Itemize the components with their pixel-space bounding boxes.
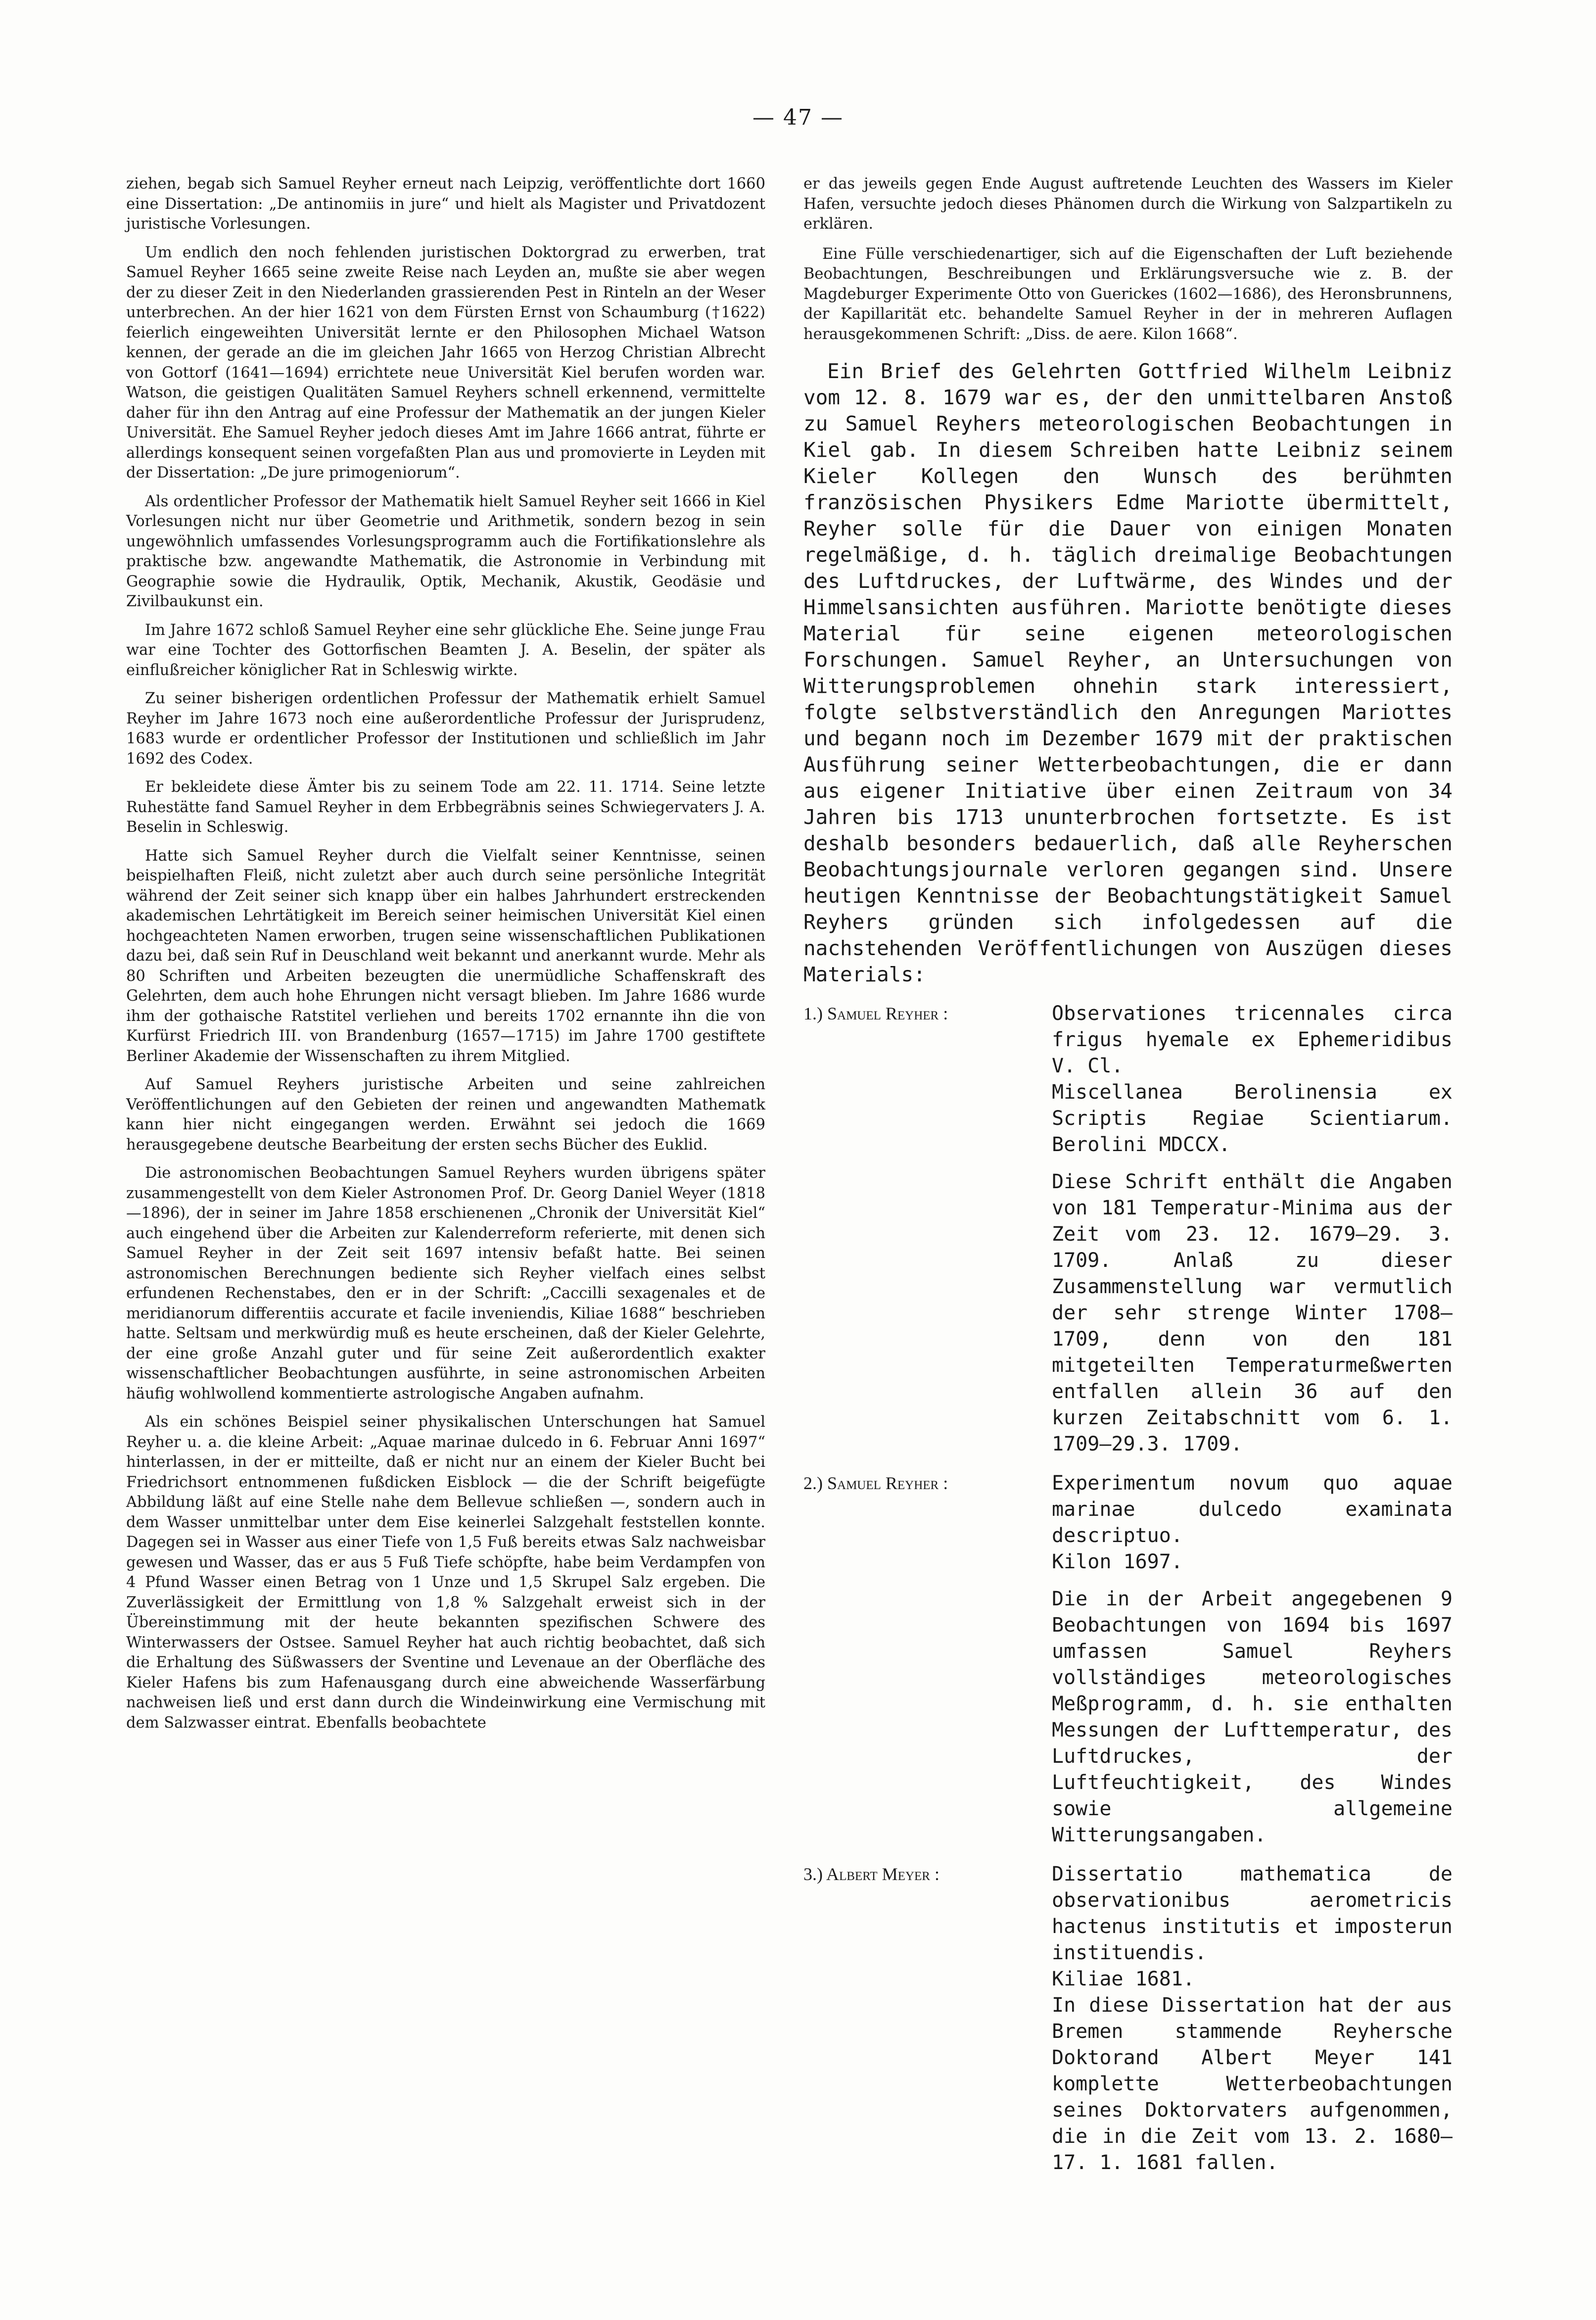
main-paragraph: Ein Brief des Gelehrten Gottfried Wilhelm Leibniz vom 12. 8. 1679 war es, der den unmittelbaren Anstoß zu Samuel Reyhers meteorologischen Beobachtungen in Kiel gab. In diesem Schreiben hatte Leibniz seinem Kieler Kollegen den Wunsch des berühmten französischen Physikers Edme Mariotte übermittelt, Reyher solle für die Dauer von einigen Monaten regelmäßige, d. h. täglich dreimalige Beobachtungen des Luftdruckes, der Luftwärme, des Windes und der Himmelsansichten ausführen. Mariotte benötigte dieses Material für seine eigenen meteorologischen Forschungen. Samuel Reyher, an Untersuchungen von Witterungsproblemen ohnehin stark interessiert, folgte selbstverständlich den Anregungen Mariottes und begann noch im Dezember 1679 mit der praktischen Ausführung seiner Wetterbeobachtungen, die er dann aus eigener Initiative über einen Zeitraum von 34 Jahren bis 1713 ununterbrochen fortsetzte. Es ist deshalb besonders bedauerlich, daß alle Reyherschen Beobachtungsjournale verloren gegangen sind. Unsere heutigen Kenntnisse der Beobachtungstätigkeit Samuel Reyhers gründen sich infolgedessen auf die nachstehenden Veröffentlichungen von Auszügen dieses Materials: [803, 359, 1453, 986]
page-number: — 47 — [752, 105, 844, 130]
left-paragraph: Er bekleidete diese Ämter bis zu seinem Tode am 22. 11. 1714. Seine letzte Ruhestätte fand Samuel Reyher in dem Erbbegräbnis seines Schwiegervaters J. A. Beselin in Schleswig. [126, 778, 765, 836]
reference-label: 2.) Samuel Reyher : [803, 1473, 948, 1493]
right-paragraph-small: er das jeweils gegen Ende August auftretende Leuchten des Wassers im Kieler Hafen, versuchte jedoch dieses Phänomen durch die Wirkung von Salzpartikeln zu erklären. [803, 175, 1453, 233]
reference-title: Observationes tricennales circa frigus hyemale ex Ephemeridibus V. Cl. [1052, 1002, 1453, 1077]
left-paragraph: Die astronomischen Beobachtungen Samuel Reyhers wurden übrigens später zusammengestellt von dem Kieler Astronomen Prof. Dr. Georg Daniel Weyer (1818—1896), der in seiner im Jahre 1858 erschienenen „Chronik der Universität Kiel“ auch eingehend über die Arbeiten zur Kalenderreform referierte, mit denen sich Samuel Reyher in der Zeit seit 1697 intensiv befaßt hatte. Bei seinen astronomischen Berechnungen bediente sich Reyher vielfach eines selbst erfundenen Rechenstabes, den er in der Schrift: „Caccilli sexagenales et de meridianorum differentiis accurate et facile inveniendis, Kiliae 1688“ beschrieben hatte. Seltsam und merkwürdig muß es heute erscheinen, daß der Kieler Gelehrte, der eine große Anzahl guter und für seine Zeit außerordentlich exakter wissenschaftlicher Beobachtungen ausführte, in seine astronomischen Arbeiten häufig wohlwollend kommentierte astrologische Angaben aufnahm. [126, 1164, 765, 1402]
left-paragraph: Um endlich den noch fehlenden juristischen Doktorgrad zu erwerben, trat Samuel Reyher 1665 seine zweite Reise nach Leyden an, mußte sie aber wegen der zu dieser Zeit in den Niederlanden grassierenden Pest in Rinteln an der Weser unterbrechen. An der hier 1621 von dem Fürsten Ernst von Schaumburg (†1622) feierlich eingeweihten Universität lernte er den Philosophen Michael Watson kennen, der gerade an die im gleichen Jahr 1665 von Herzog Christian Albrecht von Gottorf (1641—1694) errichtete neue Universität Kiel berufen worden war. Watson, die geistigen Qualitäten Samuel Reyhers schnell erkennend, vermittelte daher für ihn den Antrag auf eine Professur der Mathematik an der jungen Kieler Universität. Ehe Samuel Reyher jedoch dieses Amt im Jahre 1666 antrat, führte er allerdings konsequent seinen vorgefaßten Plan aus und promovierte in Leyden mit der Dissertation: „De jure primogeniorum“. [126, 243, 765, 482]
reference-body [1052, 1001, 1453, 1457]
reference-list [803, 1001, 1453, 2176]
left-paragraph: ziehen, begab sich Samuel Reyher erneut nach Leipzig, veröffentlichte dort 1660 eine Dissertation: „De antinomiis in jure“ und hielt als Magister und Privatdozent juristische Vorlesungen. [126, 175, 765, 233]
reference-entry [803, 1001, 1453, 1457]
reference-source: Miscellanea Berolinensia ex Scriptis Regiae Scientiarum. Berolini MDCCX. [1052, 1081, 1453, 1156]
reference-body [1052, 1861, 1453, 2176]
reference-body [1052, 1470, 1453, 1848]
reference-note: Diese Schrift enthält die Angaben von 181 Temperatur-Minima aus der Zeit vom 23. 12. 1679—29. 3. 1709. Anlaß zu dieser Zusammenstellung war vermutlich der sehr strenge Winter 1708—1709, denn von den 181 mitgeteilten Temperaturmeßwerten entfallen allein 36 auf den kurzen Zeitabschnitt vom 6. 1. 1709—29.3. 1709. [1052, 1170, 1453, 1455]
reference-note: Die in der Arbeit angegebenen 9 Beobachtungen von 1694 bis 1697 umfassen Samuel Reyhers vollständiges meteorologisches Meßprogramm, d. h. sie enthalten Messungen der Lufttemperatur, des Luftdruckes, der Luftfeuchtigkeit, des Windes sowie allgemeine Witterungsangaben. [1052, 1588, 1453, 1846]
reference-entry [803, 1470, 1453, 1848]
reference-entry [803, 1861, 1453, 2176]
reference-source: Kiliae 1681. [1052, 1968, 1195, 1990]
left-paragraph: Als ordentlicher Professor der Mathematik hielt Samuel Reyher seit 1666 in Kiel Vorlesungen nicht nur über Geometrie und Arithmetik, sondern bezog in sein ungewöhnlich umfassendes Vorlesungsprogramm auch die Fortifikationslehre als praktische bzw. angewandte Mathematik, die Astronomie in Verbindung mit Geographie sowie die Hydraulik, Optik, Mechanik, Akustik, Geodäsie und Zivilbaukunst ein. [126, 492, 765, 610]
right-column [803, 174, 1453, 2189]
left-column [126, 174, 765, 1741]
left-paragraph: Zu seiner bisherigen ordentlichen Professur der Mathematik erhielt Samuel Reyher im Jahre 1673 noch eine außerordentliche Professur der Jurisprudenz, 1683 wurde er ordentlicher Professor der Institutionen und schließlich im Jahr 1692 des Codex. [126, 690, 765, 768]
reference-label: 1.) Samuel Reyher : [803, 1004, 948, 1023]
reference-title: Experimentum novum quo aquae marinae dulcedo examinata descriptuo. [1052, 1472, 1453, 1547]
left-paragraph: Im Jahre 1672 schloß Samuel Reyher eine sehr glückliche Ehe. Seine junge Frau war eine Tochter des Gottorfischen Beamten J. A. Beselin, der später als einflußreicher königlicher Rat in Schleswig wirkte. [126, 621, 765, 679]
reference-label: 3.) Albert Meyer : [803, 1864, 939, 1884]
reference-title: Dissertatio mathematica de observationibus aerometricis hactenus institutis et imposterun instituendis. [1052, 1863, 1453, 1964]
left-paragraph: Hatte sich Samuel Reyher durch die Vielfalt seiner Kenntnisse, seinen beispielhaften Fleiß, nicht zuletzt aber auch durch seine persönliche Integrität während der Zeit seiner sich knapp über ein halbes Jahrhundert erstreckenden akademischen Lehrtätigkeit im Bereich seiner heimischen Universität Kiel einen hochgeachteten Namen erworben, trugen seine wissenschaftlichen Publikationen dazu bei, daß sein Ruf in Deuschland weit bekannt und anerkannt wurde. Mehr als 80 Schriften und Arbeiten bezeugten die unermüdliche Schaffenskraft des Gelehrten, dem auch hohe Ehrungen nicht versagt blieben. Im Jahre 1686 wurde ihm der gothaische Ratstitel verliehen und bereits 1702 ernannte ihn die von Kurfürst Friedrich III. von Brandenburg (1657—1715) im Jahre 1700 gestiftete Berliner Akademie der Wissenschaften zu ihrem Mitglied. [126, 847, 765, 1065]
right-paragraph-small: Eine Fülle verschiedenartiger, sich auf die Eigenschaften der Luft beziehende Beobachtungen, Beschreibungen und Erklärungsversuche wie z. B. der Magdeburger Experimente Otto von Guerickes (1602—1686), des Heronsbrunnens, der Kapillarität etc. behandelte Samuel Reyher in der in mehreren Auflagen herausgekommenen Schrift: „Diss. de aere. Kilon 1668“. [803, 245, 1453, 343]
reference-note: In diese Dissertation hat der aus Bremen stammende Reyhersche Doktorand Albert Meyer 141 komplette Wetterbeobachtungen seines Doktorvaters aufgenommen, die in die Zeit vom 13. 2. 1680—17. 1. 1681 fallen. [1052, 1994, 1453, 2174]
reference-source: Kilon 1697. [1052, 1550, 1183, 1573]
left-paragraph: Auf Samuel Reyhers juristische Arbeiten und seine zahlreichen Veröffentlichungen auf den Gebieten der reinen und angewandten Mathematk kann hier nicht eingegangen werden. Erwähnt sei jedoch die 1669 herausgegebene deutsche Bearbeitung der ersten sechs Bücher des Euklid. [126, 1076, 765, 1154]
left-paragraph: Als ein schönes Beispiel seiner physikalischen Unterschungen hat Samuel Reyher u. a. die kleine Arbeit: „Aquae marinae dulcedo in 6. Februar Anni 1697“ hinterlassen, in der er mitteilte, daß er nicht nur an einem der Kieler Bucht bei Friedrichsort entnommenen fußdicken Eisblock — die der Schrift beigefügte Abbildung läßt auf eine Stelle nahe dem Bellevue schließen —, sondern auch in dem Wasser unmittelbar unter dem Eise keinerlei Salzgehalt feststellen konnte. Dagegen sei in Wasser aus einer Tiefe von 1,5 Fuß bereits etwas Salz nachweisbar gewesen und Wasser, das er aus 5 Fuß Tiefe schöpfte, habe beim Verdampfen von 4 Pfund Wasser einen Betrag von 1 Unze und 1,5 Skrupel Salz ergeben. Die Zuverlässigkeit der Ermittlung von 1,8 % Salzgehalt erweist sich in der Übereinstimmung mit der heute bekannten spezifischen Schwere des Winterwassers der Ostsee. Samuel Reyher hat auch richtig beobachtet, daß sich die Erhaltung des Süßwassers der Sventine und Levenaue an der Oberfläche des Kieler Hafens bis zum Hafenausgang durch eine abweichende Wasserfärbung nachweisen ließ und erst dann durch die Windeinwirkung eine Vermischung mit dem Salzwasser eintrat. Ebenfalls beobachtete [126, 1413, 765, 1732]
